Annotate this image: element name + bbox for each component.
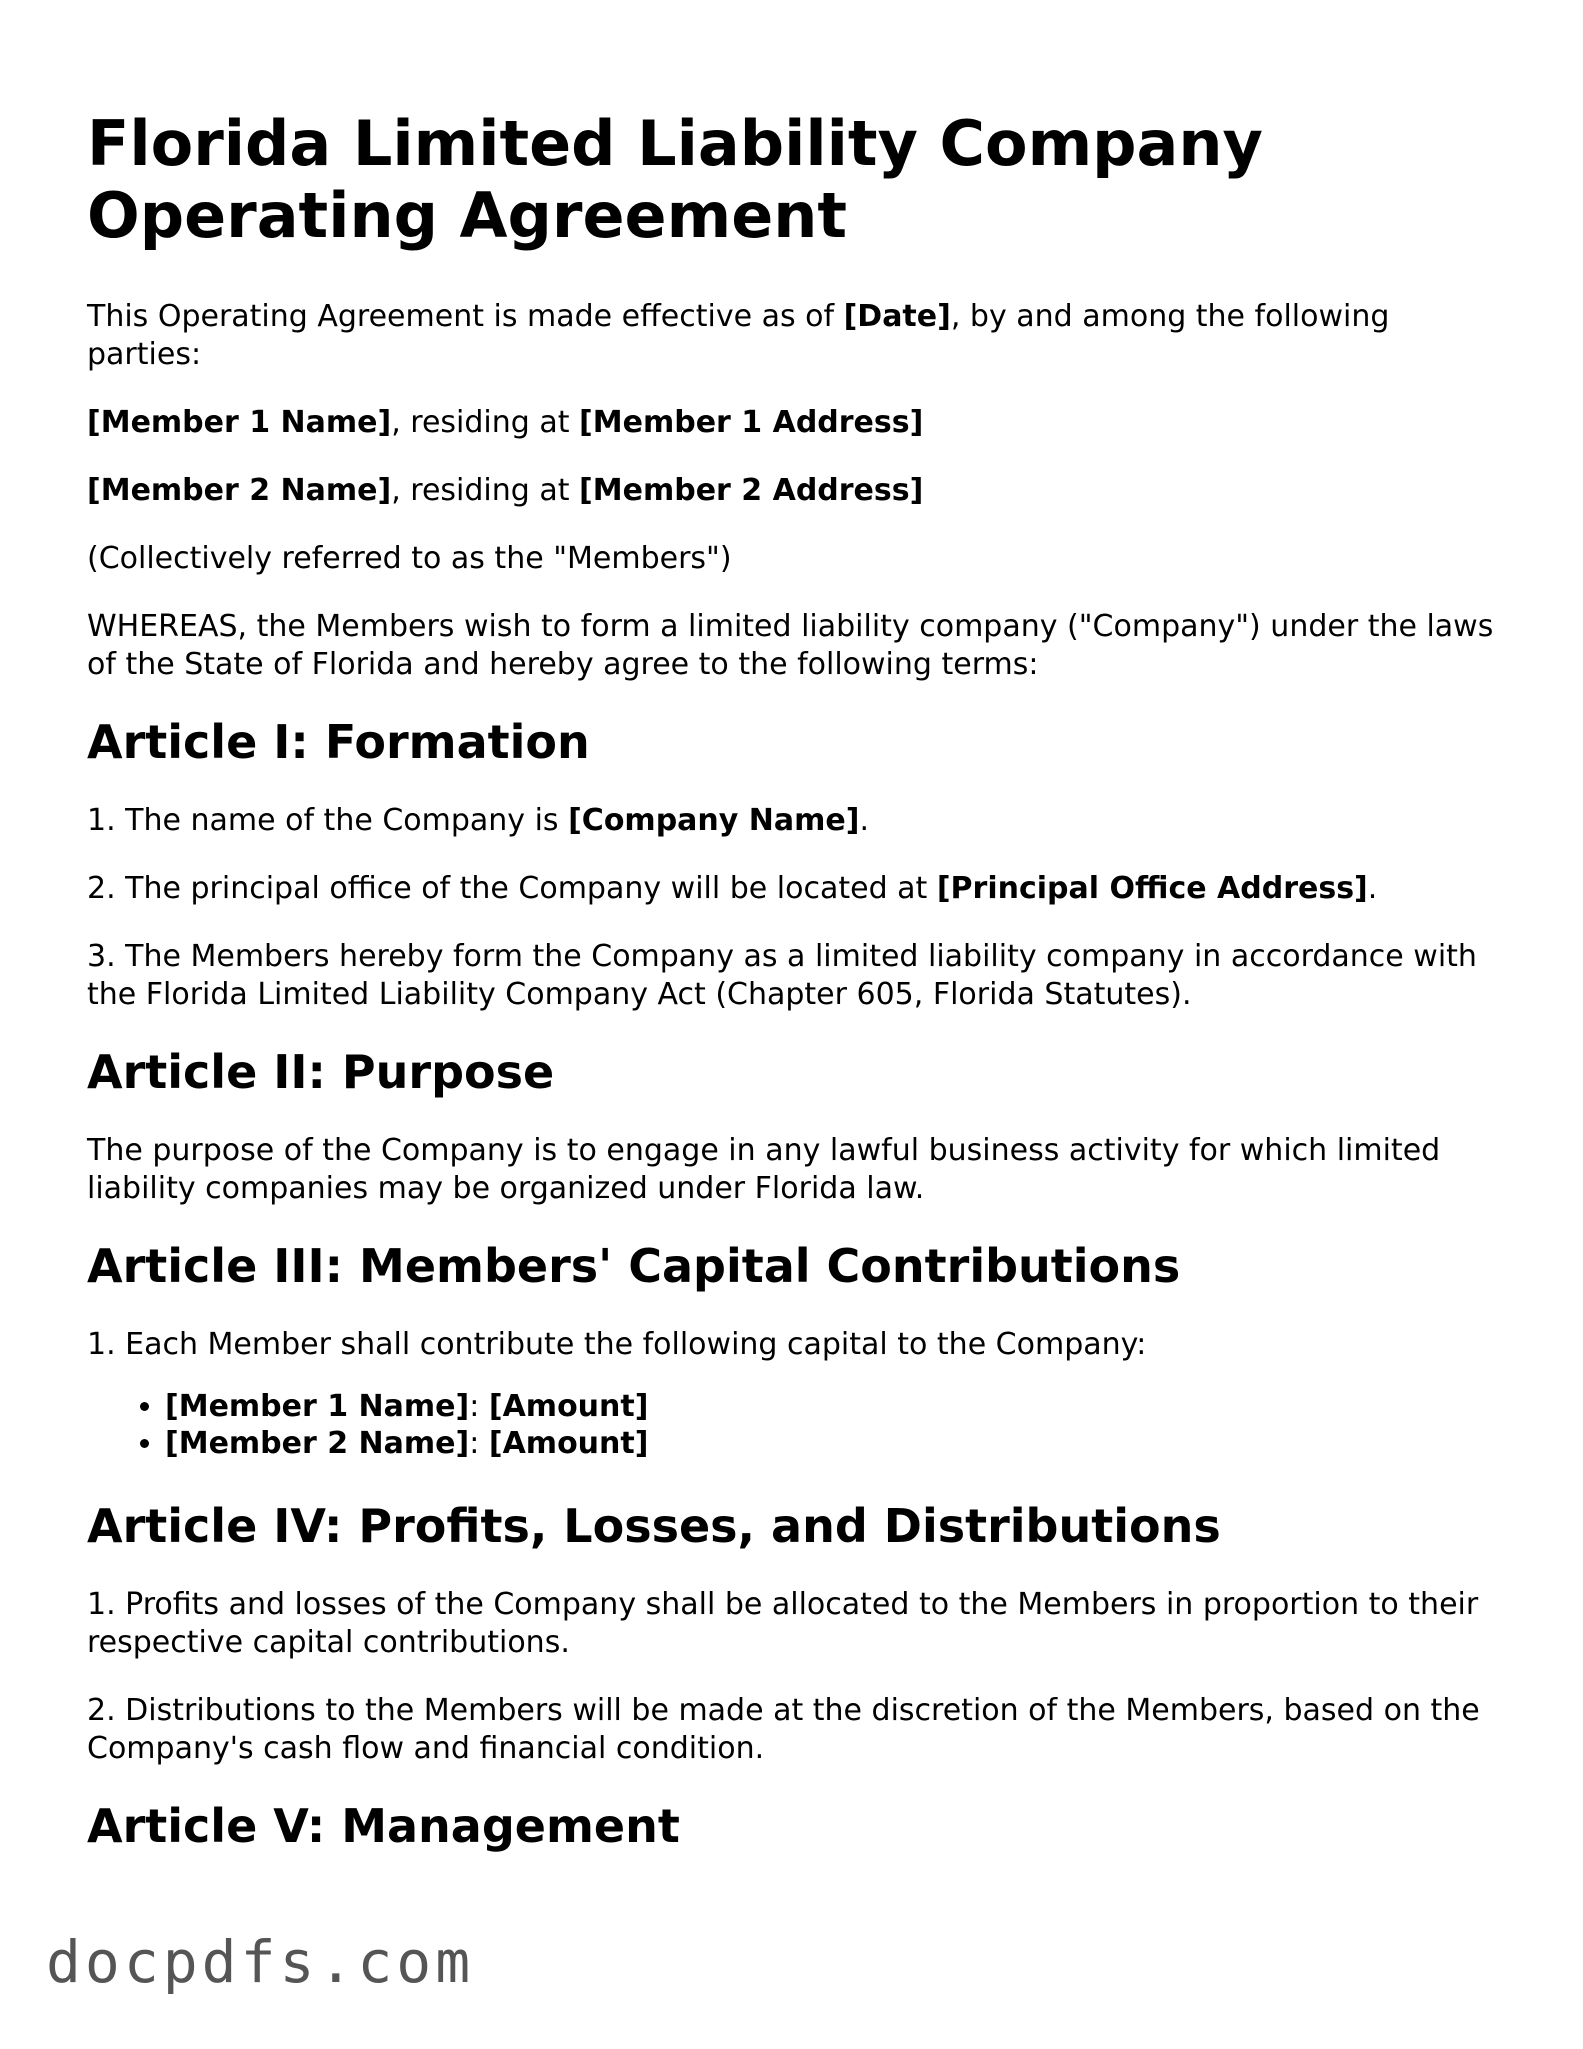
contribution-member-1-name: [Member 1 Name]: [165, 1389, 470, 1424]
article-3-heading: Article III: Members' Capital Contributions: [87, 1239, 1181, 1293]
member-2-residing: , residing at: [391, 473, 580, 508]
member-1-address: [Member 1 Address]: [579, 405, 924, 440]
watermark: docpdfs.com: [46, 1928, 475, 1996]
article-1-clause-1: [87, 802, 1497, 840]
document-page: [87, 108, 1497, 1886]
article-1-heading: Article I: Formation: [87, 715, 590, 769]
contributions-list: [87, 1388, 1497, 1462]
contribution-member-1-amount: [Amount]: [488, 1389, 649, 1424]
article-1-clause-1-end: .: [859, 803, 869, 838]
date-placeholder: [Date]: [843, 299, 951, 334]
article-1-clause-3: 3. The Members hereby form the Company as a limited liability company in accordance with the Florida Limited Liability Company Act (Chapter 605, Florida Statutes).: [87, 939, 1477, 1012]
intro-text-after-date: , by and among the following parties:: [87, 299, 1390, 372]
intro-text-before-date: This Operating Agreement is made effective as of: [87, 299, 844, 334]
article-2-heading: Article II: Purpose: [87, 1045, 555, 1099]
whereas-paragraph: WHEREAS, the Members wish to form a limited liability company ("Company") under the laws of the State of Florida and hereby agree to the following terms:: [87, 609, 1494, 682]
company-name-placeholder: [Company Name]: [568, 803, 860, 838]
article-4-heading: Article IV: Profits, Losses, and Distributions: [87, 1499, 1221, 1553]
article-4-clause-2: 2. Distributions to the Members will be made at the discretion of the Members, based on the Company's cash flow and financial condition.: [87, 1693, 1480, 1766]
member-2-line: [87, 472, 1497, 510]
member-2-address: [Member 2 Address]: [579, 473, 924, 508]
article-1-clause-2-text: 2. The principal office of the Company will be located at: [87, 871, 937, 906]
collective-note: (Collectively referred to as the "Members"): [87, 541, 732, 576]
article-1-clause-2-end: .: [1367, 871, 1378, 906]
contribution-member-2-name: [Member 2 Name]: [165, 1426, 470, 1461]
member-1-residing: , residing at: [391, 405, 580, 440]
intro-paragraph: [87, 298, 1497, 374]
member-1-name: [Member 1 Name]: [87, 405, 392, 440]
principal-office-placeholder: [Principal Office Address]: [936, 871, 1368, 906]
article-2-paragraph: The purpose of the Company is to engage in any lawful business activity for which limited liability companies may be organized under Florida law.: [87, 1133, 1441, 1206]
contribution-member-2-amount: [Amount]: [488, 1426, 649, 1461]
member-1-line: [87, 404, 1497, 442]
article-4-clause-1: 1. Profits and losses of the Company shall be allocated to the Members in proportion to their respective capital contributions.: [87, 1587, 1479, 1660]
list-item: [165, 1388, 1497, 1425]
article-3-clause-1: 1. Each Member shall contribute the following capital to the Company:: [87, 1327, 1147, 1362]
article-1-clause-1-text: 1. The name of the Company is: [87, 803, 569, 838]
document-title: Florida Limited Liability Company Operating Agreement: [87, 107, 1263, 252]
article-5-heading: Article V: Management: [87, 1799, 680, 1853]
contribution-separator: :: [469, 1426, 489, 1461]
contribution-separator: :: [469, 1389, 489, 1424]
list-item: [165, 1425, 1497, 1462]
member-2-name: [Member 2 Name]: [87, 473, 392, 508]
article-1-clause-2: [87, 870, 1497, 908]
